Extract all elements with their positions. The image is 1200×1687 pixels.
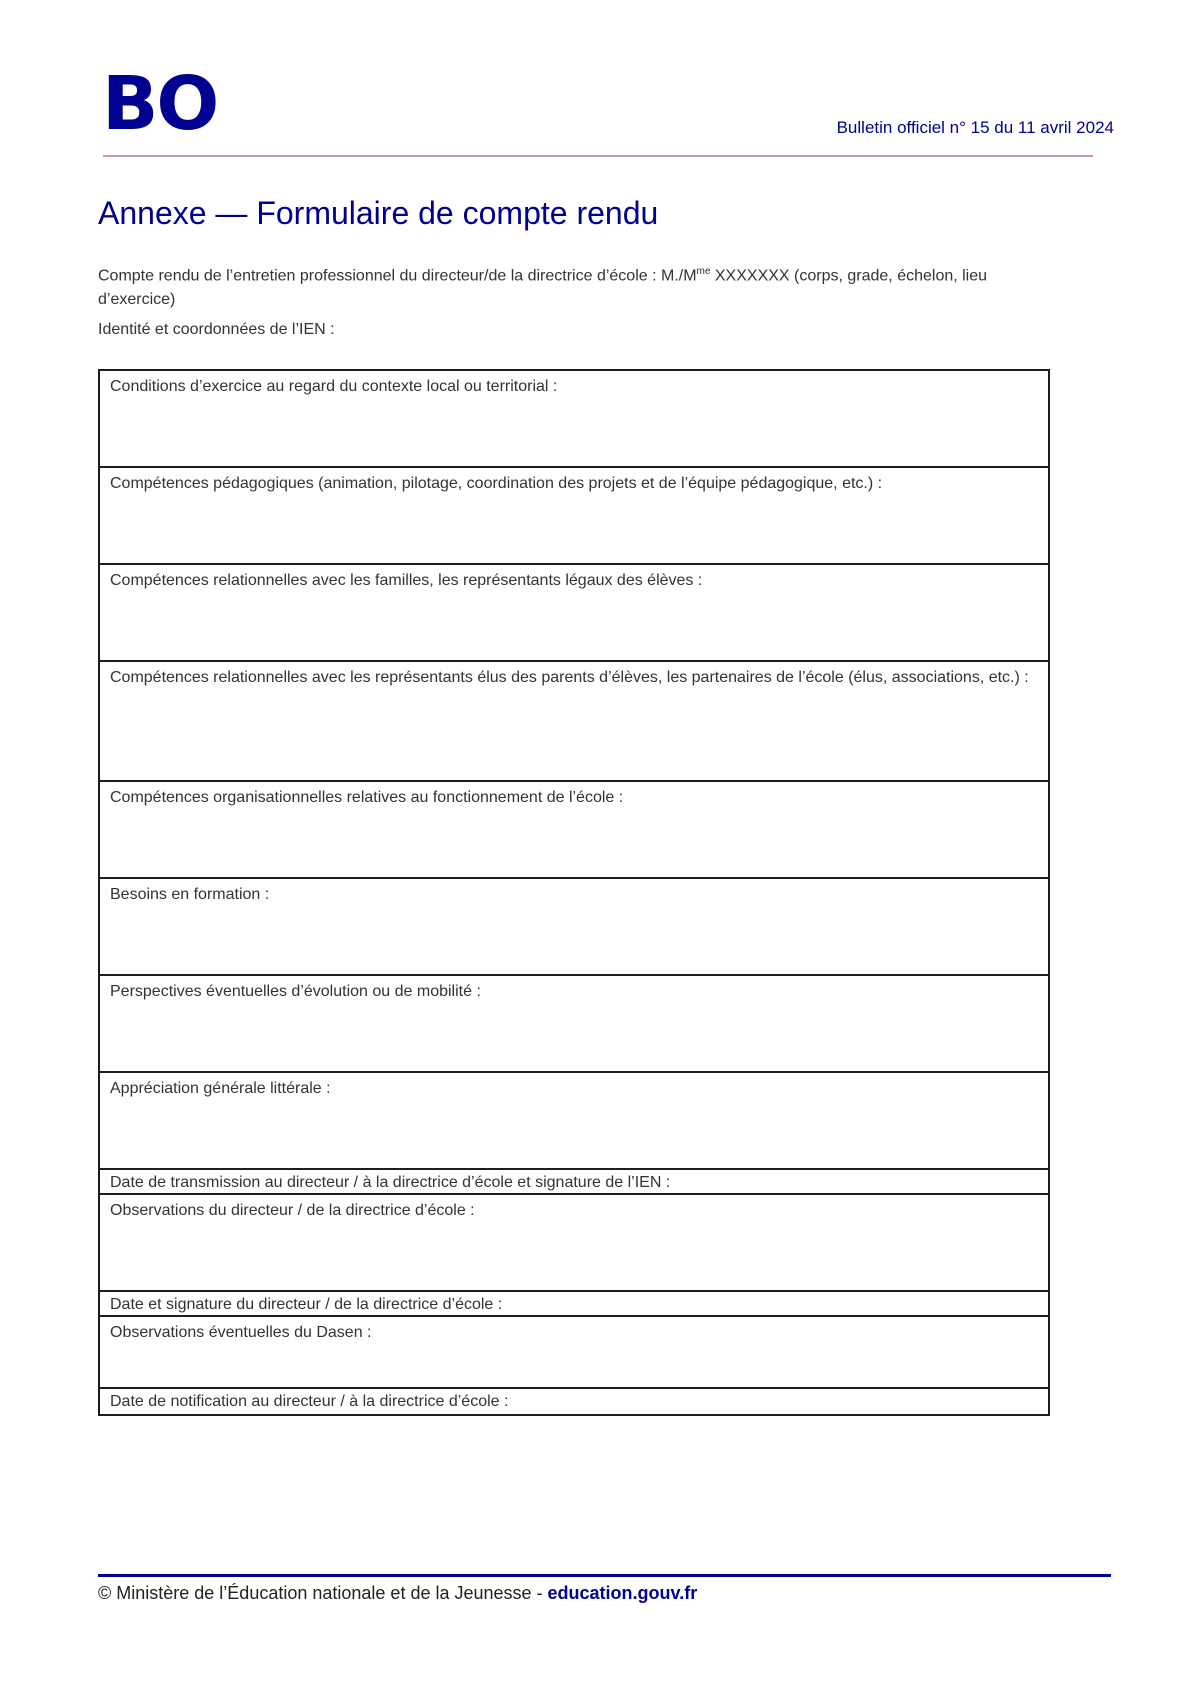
field-label: Perspectives éventuelles d’évolution ou de mobilité : <box>110 983 481 1000</box>
field-label: Compétences relationnelles avec les représentants élus des parents d’élèves, les partenaires de l’école (élus, associations, etc.) : <box>110 669 1029 686</box>
field-label: Date de notification au directeur / à la directrice d’école : <box>110 1393 509 1410</box>
footer-copyright: © Ministère de l’Éducation nationale et de la Jeunesse - <box>98 1583 548 1603</box>
field-date-transmission-ien[interactable] <box>100 1170 1048 1195</box>
bo-logo: BO <box>102 61 218 147</box>
intro-line <box>98 260 1058 312</box>
field-conditions-exercice[interactable] <box>100 371 1048 468</box>
field-observations-directeur[interactable] <box>100 1195 1048 1292</box>
intro-text-pre: Compte rendu de l’entretien professionnel du directeur/de la directrice d’école : M./M <box>98 267 697 285</box>
field-perspectives-evolution[interactable] <box>100 976 1048 1073</box>
field-label: Compétences pédagogiques (animation, pilotage, coordination des projets et de l’équipe pédagogique, etc.) : <box>110 475 883 492</box>
intro-block <box>98 260 1058 342</box>
field-label: Compétences organisationnelles relatives au fonctionnement de l’école : <box>110 789 624 806</box>
field-competences-partenaires[interactable] <box>100 662 1048 782</box>
field-label: Observations du directeur / de la directrice d’école : <box>110 1202 475 1219</box>
field-label: Conditions d’exercice au regard du contexte local ou territorial : <box>110 378 558 395</box>
intro-superscript: me <box>696 266 711 277</box>
footer-website-link[interactable]: education.gouv.fr <box>547 1583 698 1603</box>
field-date-signature-directeur[interactable] <box>100 1292 1048 1317</box>
header-divider <box>103 155 1093 157</box>
footer-divider <box>98 1574 1111 1577</box>
field-observations-dasen[interactable] <box>100 1317 1048 1389</box>
field-label: Date de transmission au directeur / à la directrice d’école et signature de l’IEN : <box>110 1174 671 1191</box>
ien-identity-label: Identité et coordonnées de l’IEN : <box>98 321 335 339</box>
field-competences-organisationnelles[interactable] <box>100 782 1048 879</box>
field-label: Compétences relationnelles avec les familles, les représentants légaux des élèves : <box>110 572 703 589</box>
field-label: Observations éventuelles du Dasen : <box>110 1324 372 1341</box>
page-title: Annexe — Formulaire de compte rendu <box>98 195 659 231</box>
bulletin-reference: Bulletin officiel n° 15 du 11 avril 2024 <box>836 118 1114 137</box>
field-appreciation-generale[interactable] <box>100 1073 1048 1170</box>
field-competences-familles[interactable] <box>100 565 1048 662</box>
field-competences-pedagogiques[interactable] <box>100 468 1048 565</box>
field-label: Date et signature du directeur / de la directrice d’école : <box>110 1296 503 1313</box>
field-label: Besoins en formation : <box>110 886 270 903</box>
field-label: Appréciation générale littérale : <box>110 1080 331 1097</box>
intro-text-post: XXXXXXX (corps, grade, échelon, lieu d’exercice) <box>98 267 988 309</box>
field-date-notification[interactable] <box>100 1389 1048 1414</box>
report-form-table <box>98 369 1050 1416</box>
footer <box>98 1583 697 1604</box>
field-besoins-formation[interactable] <box>100 879 1048 976</box>
